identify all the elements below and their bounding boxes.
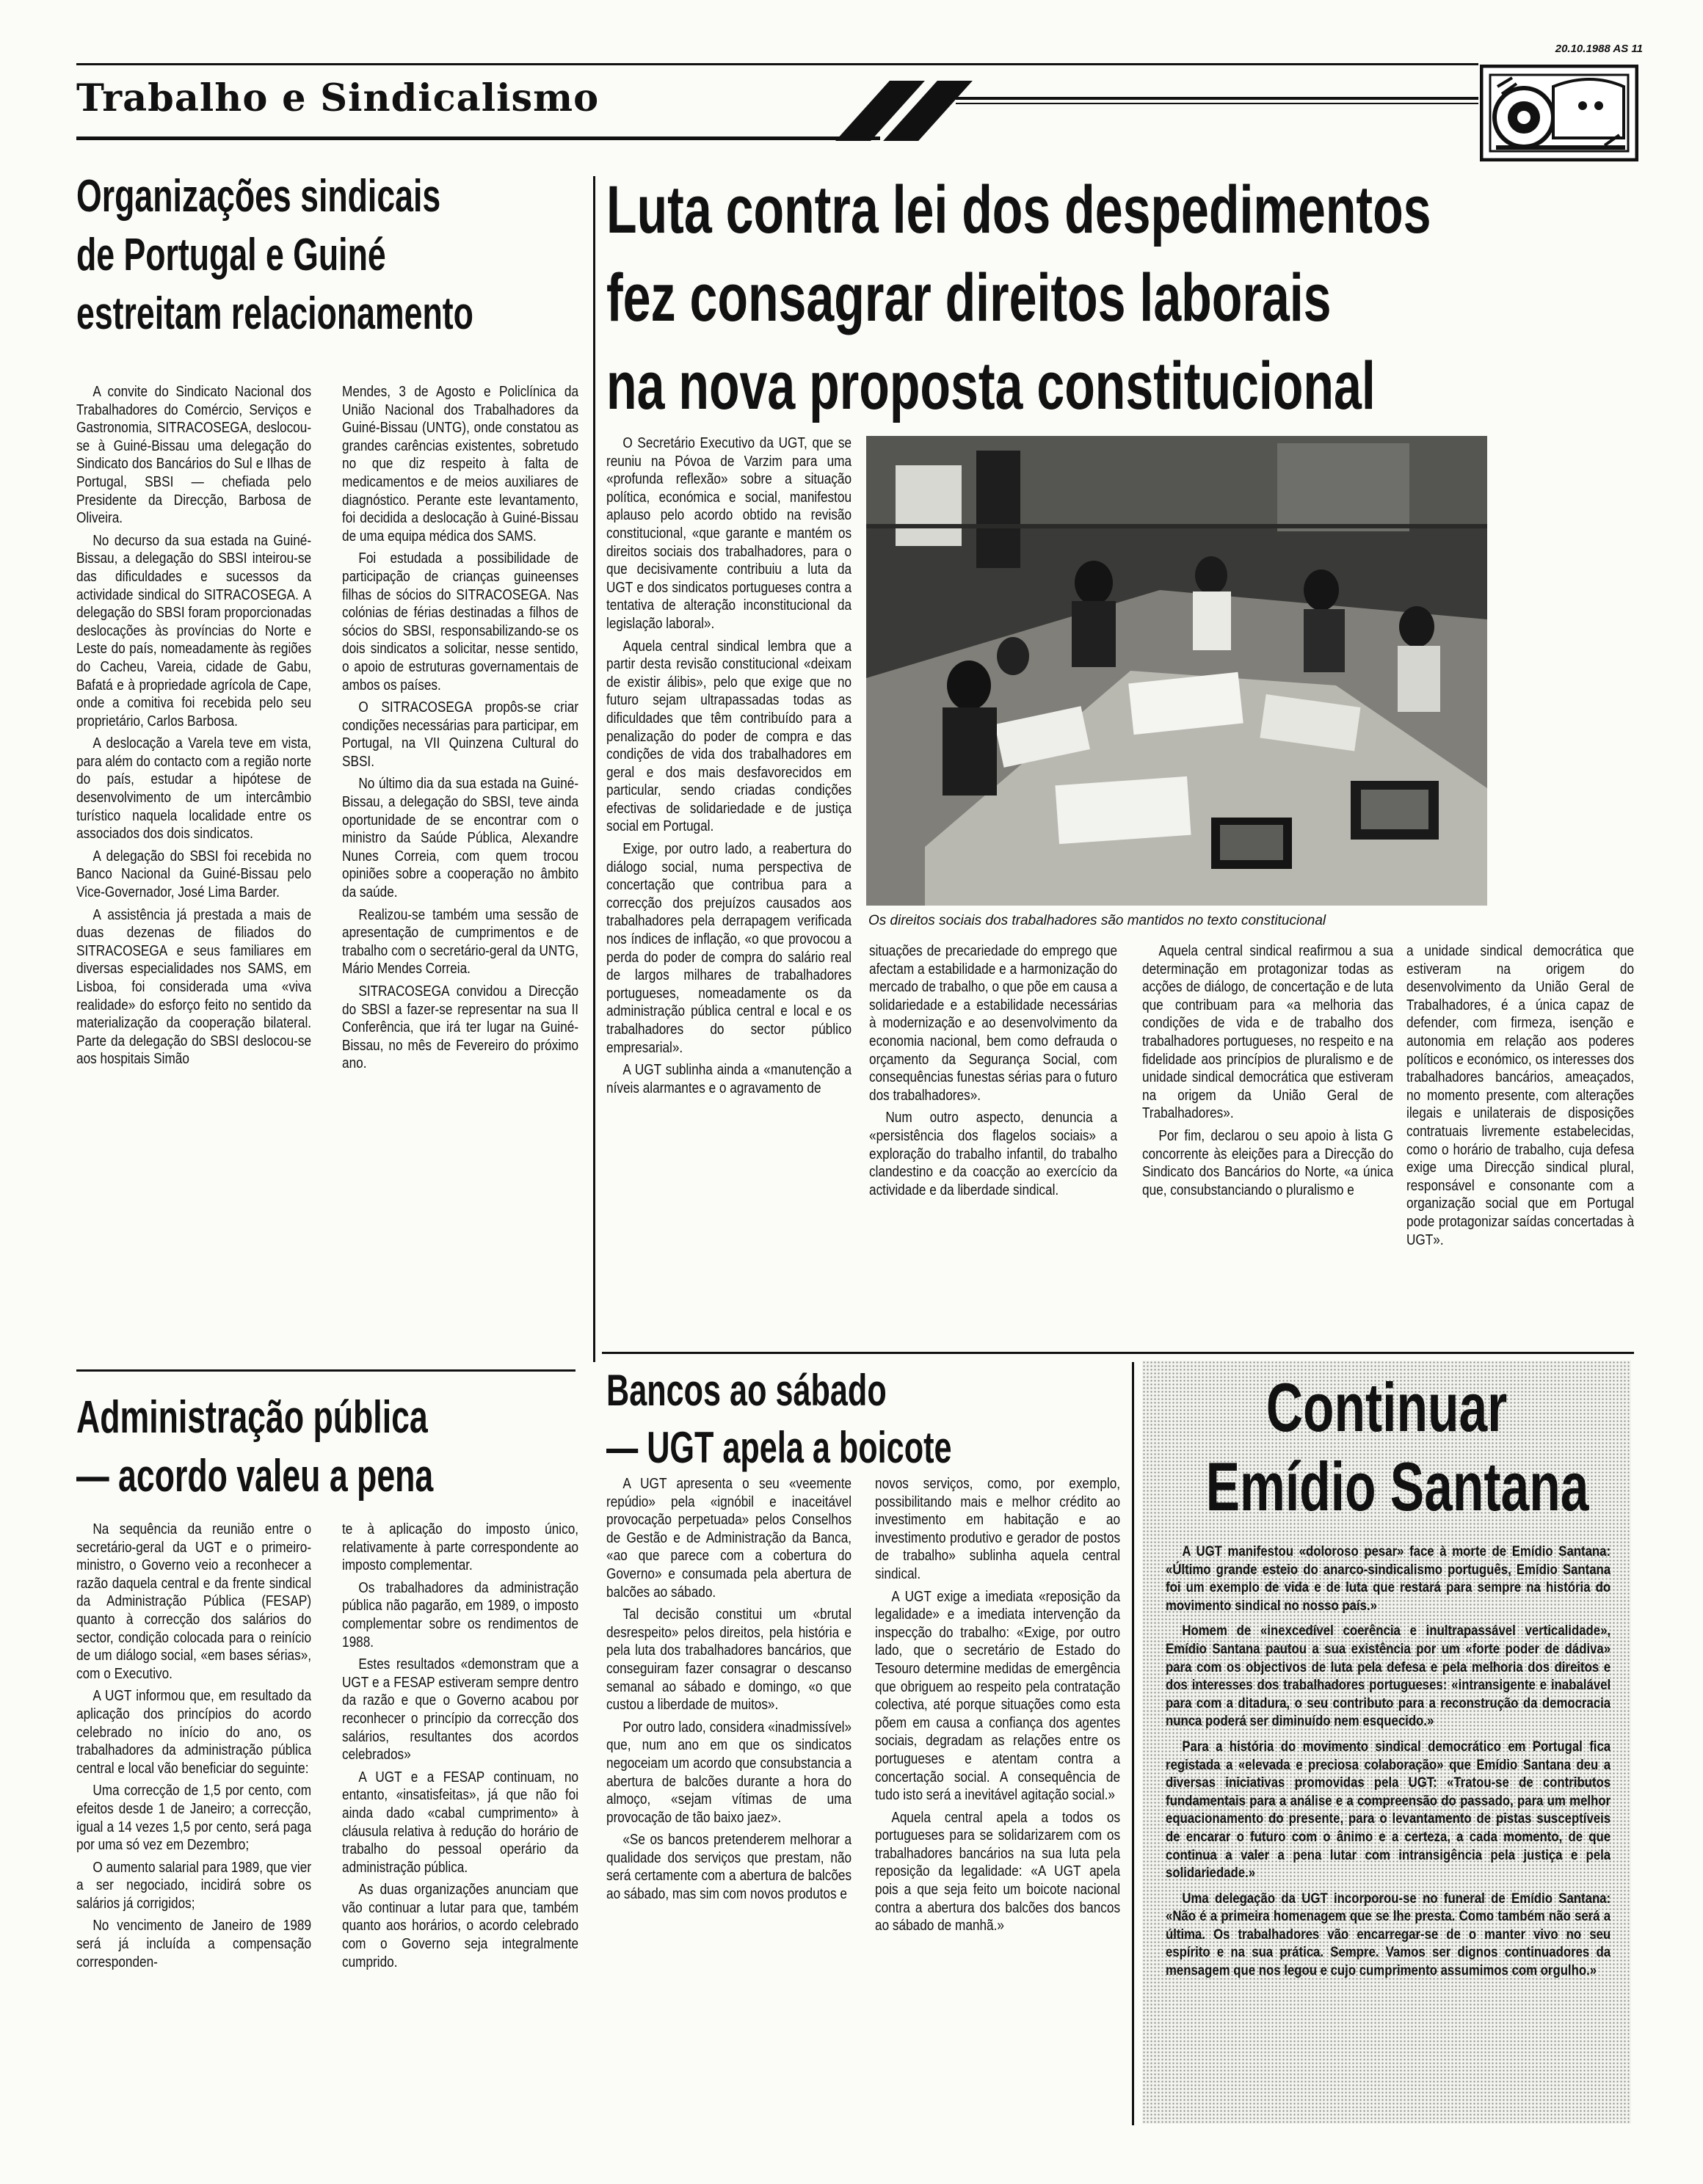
article-column [1406,942,1634,1344]
headline-organizacoes: Organizações sindicais de Portugal e Guiné estreitam relacionamento [76,171,473,339]
article-paragraph: O Secretário Executivo da UGT, que se reuniu na Póvoa de Varzim para uma «profunda reflexão» sobre a situação política, económica e social, manifestou aplauso pelo acordo obtido na revisão constitucional, «que garante e mantém os direitos sociais dos trabalhadores, para o que decisivamente contribuiu a luta da UGT e dos sindicatos portugueses contra a tentativa de alteração inconstitucional da legislação laboral». [606,435,852,632]
horizontal-divider [602,1352,1634,1354]
article-paragraph: No decurso da sua estada na Guiné-Bissau, a delegação do SBSI inteirou-se das dificuldades e sucessos da actividade sindical do SITRACOSEGA. A delegação do SBSI foram proporcionadas deslocações às províncias do Norte e Leste do país, nomeadamente às regiões do Cacheu, Vareia, cidade de Gabu, Bafatá e à propriedade agrícola de Cape, onde a comitiva foi recebida pelo seu proprietário, Carlos Barbosa. [76,532,311,729]
dateline: 20.10.1988 AS 11 [1555,43,1643,55]
top-rule [76,63,1478,65]
article-column [1142,942,1393,1344]
article-paragraph: Uma delegação da UGT incorporou-se no funeral de Emídio Santana: «Não é a primeira homenagem que se lhe presta. Como também não será a última. Os trabalhadores vão encarregar-se de o manter vivo no seu espírito e na sua prática. Sempre. Vamos ser dignos continuadores da mensagem que nos legou e cujo cumprimento assumimos com orgulho.» [1166,1890,1611,1979]
newsroom-photo [866,436,1487,906]
article-paragraph: a unidade sindical democrática que estiveram na origem do desenvolvimento da União Geral de Trabalhadores, é a única capaz de defender, com firmeza, isenção e autonomia em relação aos poderes políticos e económico, os interesses dos trabalhadores bancários, ameaçados, no momento presente, com alterações ilegais e unilaterais de disposições contratuais livremente estabelecidas, como o horário de trabalho, cuja defesa exige uma Direcção sindical plural, responsável e consonante com a organização social que em Portugal pode protagonizar saídas concertadas à UGT». [1406,943,1634,1248]
article-paragraph: A UGT sublinha ainda a «manutenção a níveis alarmantes e o agravamento de [606,1062,852,1096]
article-paragraph: No vencimento de Janeiro de 1989 será já incluída a compensação corresponden- [76,1918,311,1970]
article-paragraph: Realizou-se também uma sessão de apresentação de cumprimentos e de trabalho com o secretário-geral da UNTG, Mário Mendes Correia. [342,906,578,978]
article-paragraph: O SITRACOSEGA propôs-se criar condições necessárias para participar, em Portugal, na VII Quinzena Cultural do SBSI. [342,699,578,770]
headline-santana: Continuar Emídio Santana [1205,1369,1589,1525]
article-paragraph: A UGT manifestou «doloroso pesar» face à morte de Emídio Santana: «Último grande esteio do anarco-sindicalismo português, Emídio Santana foi um exemplo de vida e de luta que restará para sempre na história do movimento sindical no nosso país.» [1166,1543,1611,1614]
horizontal-divider [76,1369,575,1372]
article-column [342,383,578,1344]
article-paragraph: «Se os bancos pretenderem melhorar a qualidade dos serviços que prestam, não será certamente com a abertura de balcões ao sábado, mas sim com novos produtos e [606,1832,852,1903]
article-paragraph: A UGT e a FESAP continuam, no entanto, «insatisfeitas», já que não foi ainda dado «cabal cumprimento» à cláusula relativa à redução do horário de trabalho do pessoal operário da administração pública. [342,1769,578,1876]
article-paragraph: Na sequência da reunião entre o secretário-geral da UGT e o primeiro-ministro, o Governo veio a reconhecer a razão daquela central e da frente sindical da Administração Pública (FESAP) quanto à correcção dos salários do sector, condição colocada para o reinício de um diálogo social, «em bases sérias», com o Executivo. [76,1521,311,1682]
article-paragraph: A assistência já prestada a mais de duas dezenas de filiados do SITRACOSEGA e seus familiares em diversas especialidades nos SAMS, em Lisboa, foi considerada uma «viva realidade» do esforço feito no sentido da materialização da cooperação bilateral. Parte da delegação do SBSI deslocou-se aos hospitais Simão [76,906,311,1068]
article-paragraph: Homem de «inexcedível coerência e inultrapassável verticalidade», Emídio Santana pautou a sua existência por um «forte poder de dádiva» para com os objectivos de luta pela defesa e pela melhoria dos direitos e dos interesses dos trabalhadores portugueses: «intransigente e inabalável para com a ditadura, o seu contributo para a reconstrução da democracia nunca poderá ser diminuído nem esquecido.» [1166,1623,1611,1730]
article-column [342,1521,578,2166]
article-column [606,1475,852,2165]
article-column [869,942,1117,1344]
section-rule-right [956,97,1478,100]
article-paragraph: Num outro aspecto, denuncia a «persistência dos flagelos sociais» a exploração do trabalho infantil, do trabalho clandestino e da coacção ao exercício da actividade e da liberdade sindical. [869,1110,1117,1198]
headline-bancos: Bancos ao sábado — UGT apela a boicote [606,1366,952,1472]
column-divider [593,176,595,1362]
headline-luta: Luta contra lei dos despedimentos fez consagrar direitos laborais na nova proposta constitucional [606,172,1431,423]
article-paragraph: Exige, por outro lado, a reabertura do diálogo social, numa perspectiva de concertação que contribua para a correcção dos prejuízos causados aos trabalhadores pela derrapagem verificada nos índices de inflação, «o que provocou a perda do poder de compra do salário real de largos milhares de trabalhadores portugueses, nomeadamente os da administração pública central e local e os trabalhadores do sector público empresarial». [606,841,852,1056]
article-paragraph: O aumento salarial para 1989, que vier a ser negociado, incidirá sobre os salários já corrigidos; [76,1859,311,1912]
article-paragraph: novos serviços, como, por exemplo, possibilitando mais e melhor crédito ao investimento em habitação e ao investimento produtivo e gerador de postos de trabalho» sublinha aquela central sindical. [875,1476,1120,1582]
article-column [76,383,311,1344]
article-paragraph: Por fim, declarou o seu apoio à lista G concorrente às eleições para a Direcção do Sindicato dos Bancários do Norte, «a única que, consubstanciando o pluralismo e [1142,1127,1393,1198]
santana-box [1142,1361,1631,2124]
article-paragraph: situações de precariedade do emprego que afectam a estabilidade e a harmonização do mercado de trabalho, o que põe em causa a solidariedade e a estabilidade necessárias à modernização e ao desenvolvimento da economia nacional, bem como defrauda o orçamento da Segurança Social, com consequências funestas sérias para o futuro dos trabalhadores». [869,943,1117,1104]
column-divider [1132,1362,1134,2125]
article-paragraph: A delegação do SBSI foi recebida no Banco Nacional da Guiné-Bissau pelo Vice-Governador, José Lima Barder. [76,848,311,901]
article-paragraph: Tal decisão constitui um «brutal desrespeito» pelos direitos, pela história e pela luta dos trabalhadores bancários, que conseguiram fazer consagrar o descanso semanal ao sábado e domingo, «o que custou a liberdade de muitos». [606,1606,852,1714]
article-paragraph: Uma correcção de 1,5 por cento, com efeitos desde 1 de Janeiro; a correcção, igual a 14 vezes 1,5 por cento, será paga por uma só vez em Dezembro; [76,1783,311,1854]
article-column [875,1475,1120,2165]
article-paragraph: Aquela central sindical lembra que a partir desta revisão constitucional «deixam de existir álibis», pelo que exige que no futuro sejam ultrapassadas todas as dificuldades que têm contribuído para a penalização do poder de compra e das condições de vida dos trabalhadores em geral e dos mais desfavorecidos em particular, sendo criadas condições efectivas de solidariedade e de justiça social em Portugal. [606,638,852,835]
article-paragraph: te à aplicação do imposto único, relativamente à parte correspondente ao imposto complementar. [342,1521,578,1574]
article-paragraph: Para a história do movimento sindical democrático em Portugal fica registada a «elevada e preciosa colaboração» que Emídio Santana deu a diversas iniciativas promovidas pela UGT: «Tratou-se de contributos fundamentais para a análise e a compreensão do passado, para um melhor equacionamento do presente, para o levantamento de pistas susceptíveis de encarar o futuro com o ânimo e a certeza, a cada momento, de que continua a valer a pena lutar com intransigência pela justiça e pela solidariedade.» [1166,1738,1611,1882]
article-paragraph: Estes resultados «demonstram que a UGT e a FESAP estiveram sempre dentro da razão e que o Governo acabou por reconhecer o princípio da correcção dos salários, resultantes dos acordos celebrados» [342,1656,578,1763]
article-paragraph: Os trabalhadores da administração pública não pagarão, em 1989, o imposto complementar sobre os rendimentos de 1988. [342,1579,578,1650]
article-paragraph: A UGT apresenta o seu «veemente repúdio» pela «ignóbil e inaceitável provocação perpetuada» pelos Conselhos de Gestão e de Administração da Banca, «ao que parece com a cobertura do Governo» e consumada pela abertura de balcões ao sábado. [606,1476,852,1601]
article-paragraph: Aquela central apela a todos os portugueses para se solidarizarem com os trabalhadores bancários na sua luta pela reposição da legalidade: «A UGT apela pois a que seja feito um boicote nacional contra a abertura dos balcões dos bancos ao sábado de manhã.» [875,1809,1120,1934]
section-title: Trabalho e Sindicalismo [76,76,600,120]
newspaper-logo-icon [1480,65,1638,161]
section-rule-right [956,103,1478,104]
article-paragraph: As duas organizações anunciam que vão continuar a lutar para que, também quanto aos horários, o acordo celebrado com o Governo seja integralmente cumprido. [342,1882,578,1970]
article-column [1166,1543,1611,2115]
article-paragraph: Por outro lado, considera «inadmissível» que, num ano em que os sindicatos negoceiam um acordo que consubstancia a abertura de balcões durante a hora do almoço, «sejam vítimas de uma provocação de tão baixo jaez». [606,1719,852,1826]
article-paragraph: Mendes, 3 de Agosto e Policlínica da União Nacional dos Trabalhadores da Guiné-Bissau (UNTG), onde constatou as grandes carências existentes, sobretudo no que diz respeito à falta de medicamentos e de meios auxiliares de diagnóstico. Perante este levantamento, foi decidida a deslocação à Guiné-Bissau de uma equipa médica dos SAMS. [342,384,578,545]
section-rule [76,136,880,140]
article-paragraph: Aquela central sindical reafirmou a sua determinação em protagonizar todas as acções de diálogo, de concertação e de luta que contribuam para «a melhoria das condições de vida e de trabalho dos trabalhadores portugueses, no respeito e na fidelidade aos princípios de pluralismo e de unidade sindical democrática que estiveram na origem da União Geral de Trabalhadores». [1142,943,1393,1122]
article-paragraph: No último dia da sua estada na Guiné-Bissau, a delegação do SBSI, teve ainda oportunidade de se encontrar com o ministro da Saúde Pública, Alexandre Nunes Correia, com quem trocou opiniões sobre a cooperação no âmbito da saúde. [342,776,578,901]
article-paragraph: SITRACOSEGA convidou a Direcção do SBSI a fazer-se representar na sua II Conferência, que irá ter lugar na Guiné-Bissau, no mês de Fevereiro do próximo ano. [342,983,578,1072]
article-paragraph: A UGT informou que, em resultado da aplicação dos princípios do acordo celebrado no início do ano, os trabalhadores da administração pública central e local vão beneficiar do seguinte: [76,1688,311,1777]
headline-administracao: Administração pública — acordo valeu a pena [76,1392,434,1502]
article-paragraph: A convite do Sindicato Nacional dos Trabalhadores do Comércio, Serviços e Gastronomia, SITRACOSEGA, deslocou-se à Guiné-Bissau uma delegação do Sindicato dos Bancários do Sul e Ilhas de Portugal, SBSI — chefiada pelo Presidente da Direcção, Barbosa de Oliveira. [76,384,311,527]
article-paragraph: A UGT exige a imediata «reposição da legalidade» e a imediata intervenção da inspecção do trabalho: «Exige, por outro lado, que o secretário de Estado do Tesouro determine medidas de emergência que obriguem ao respeito pela contratação colectiva, até porque situações como esta põem em causa a confiança dos agentes sociais, degradam as relações entre os portugueses e atentam contra a concertação social. A consequência de tudo isto será a inevitável agitação social.» [875,1588,1120,1804]
photo-caption: Os direitos sociais dos trabalhadores são mantidos no texto constitucional [868,913,1326,928]
article-column [76,1521,311,2166]
article-paragraph: A deslocação a Varela teve em vista, para além do contacto com a região norte do país, estudar a hipótese de desenvolvimento de um intercâmbio turístico naquela localidade entre os associados dos dois sindicatos. [76,735,311,842]
article-paragraph: Foi estudada a possibilidade de participação de crianças guineenses filhas de sócios do SITRACOSEGA. Nas colónias de férias destinadas a filhos de sócios do SBSI, responsabilizando-se os dois sindicatos a solicitar, nesse sentido, o apoio de estruturas governamentais de ambos os países. [342,550,578,694]
article-column [606,434,852,1350]
